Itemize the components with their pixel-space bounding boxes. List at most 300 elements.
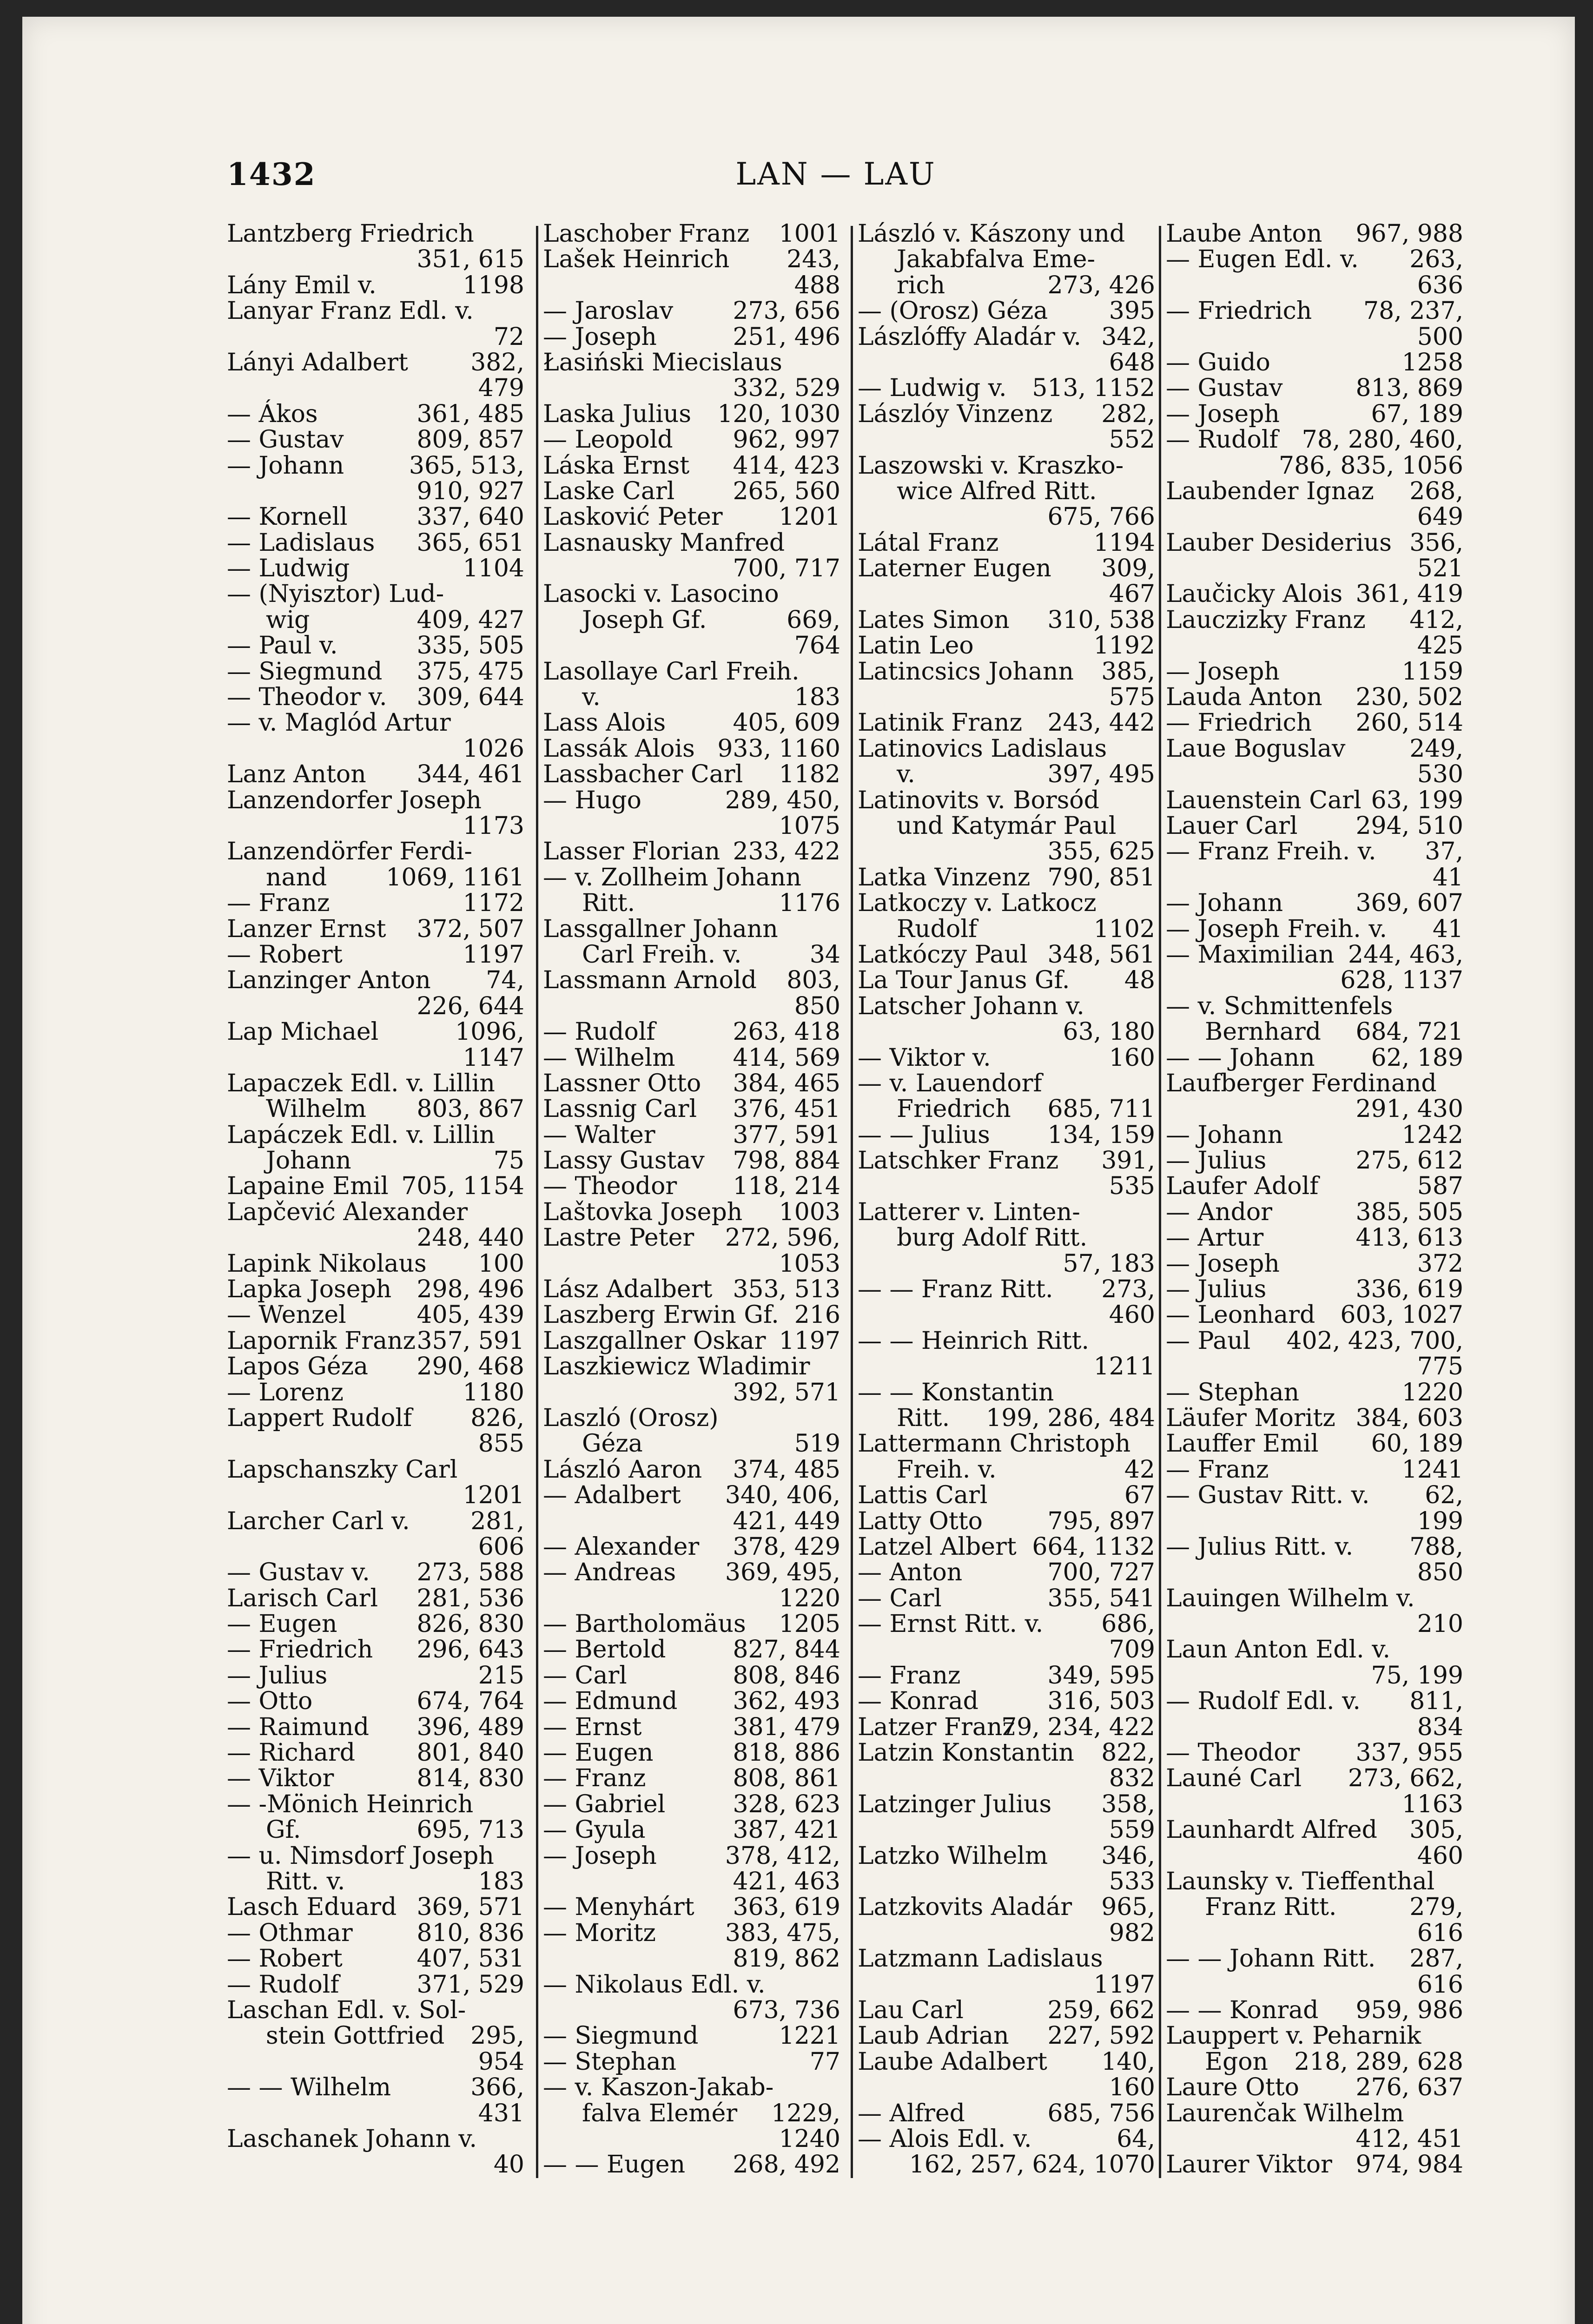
entry-name: — Wenzel	[227, 1301, 346, 1329]
index-entry	[543, 1740, 840, 1766]
index-entry	[858, 710, 1155, 736]
index-entry	[858, 1045, 1155, 1071]
index-entry	[227, 659, 524, 685]
entry-name: — Eugen	[227, 1610, 337, 1638]
entry-pages: 383, 475,	[725, 1919, 840, 1947]
entry-name: Lattermann Christoph	[858, 1430, 1131, 1458]
entry-pages: 395	[1109, 297, 1155, 325]
index-entry	[858, 1740, 1155, 1766]
index-entry	[858, 324, 1155, 350]
entry-name: — Eugen Edl. v.	[1166, 245, 1359, 274]
index-entry	[1166, 1148, 1463, 1174]
entry-name: Laufberger Ferdinand	[1166, 1069, 1437, 1097]
index-entry	[227, 865, 524, 891]
index-entry	[1166, 1637, 1463, 1663]
entry-pages: 959, 986	[1355, 1996, 1463, 2024]
index-entry	[1166, 1843, 1463, 1869]
entry-name: Latzkovits Aladár	[858, 1893, 1072, 1921]
entry-name: burg Adolf Ritt.	[897, 1224, 1088, 1252]
entry-pages: 265, 560	[733, 477, 840, 505]
index-entry	[227, 968, 524, 993]
index-entry	[858, 2152, 1155, 2178]
entry-name: Lauingen Wilhelm v.	[1166, 1584, 1415, 1612]
entry-name: — Gustav v.	[227, 1558, 370, 1587]
entry-name: — Joseph	[1166, 400, 1280, 428]
index-entry	[858, 968, 1155, 993]
index-entry	[858, 1921, 1155, 1946]
index-entry	[1166, 1740, 1463, 1766]
index-entry	[1166, 1921, 1463, 1946]
entry-pages: 268, 492	[733, 2151, 840, 2179]
index-entry	[543, 504, 840, 530]
entry-pages: 1026	[463, 734, 524, 763]
index-entry	[543, 1715, 840, 1740]
entry-name: — Eugen	[543, 1739, 654, 1767]
index-entry	[858, 479, 1155, 504]
index-entry	[858, 1843, 1155, 1869]
index-entry	[543, 659, 840, 685]
index-entry	[1166, 1019, 1463, 1045]
entry-name: — Robert	[227, 940, 343, 969]
entry-name: Lassner Otto	[543, 1069, 701, 1097]
entry-name: Lau Carl	[858, 1996, 964, 2024]
index-entry	[1166, 813, 1463, 839]
entry-pages: 685, 756	[1047, 2099, 1155, 2127]
entry-pages: 291, 430	[1355, 1095, 1463, 1123]
index-entry	[858, 1715, 1155, 1740]
entry-pages: 819, 862	[733, 1945, 840, 1973]
index-entry	[543, 1071, 840, 1096]
entry-pages: 372	[1417, 1249, 1463, 1278]
entry-pages: 357, 591	[416, 1327, 524, 1355]
index-entry	[543, 1354, 840, 1380]
index-entry	[227, 1766, 524, 1791]
entry-pages: 421, 463	[733, 1868, 840, 1895]
index-entry	[858, 1380, 1155, 1406]
entry-pages: 409, 427	[416, 606, 524, 634]
entry-name: — Rudolf	[1166, 426, 1278, 454]
index-entry	[1166, 1406, 1463, 1431]
entry-name: — v. Zollheim Johann	[543, 863, 801, 891]
entry-name: Egon	[1205, 2047, 1269, 2076]
index-entry	[858, 607, 1155, 633]
index-entry	[543, 350, 840, 376]
entry-name: Lassnig Carl	[543, 1095, 697, 1123]
index-entry	[543, 1921, 840, 1946]
entry-pages: 425	[1417, 632, 1463, 660]
index-entry	[858, 402, 1155, 427]
entry-pages: 910, 927	[416, 477, 524, 505]
index-entry	[543, 1766, 840, 1791]
index-entry	[858, 273, 1155, 298]
index-entry	[858, 736, 1155, 762]
index-entry	[543, 221, 840, 247]
index-entry	[1166, 659, 1463, 685]
index-entry	[227, 1483, 524, 1508]
index-entry	[1166, 1946, 1463, 1972]
index-entry	[858, 1869, 1155, 1895]
entry-pages: 310, 538	[1047, 606, 1155, 634]
entry-pages: 387, 421	[733, 1816, 840, 1844]
index-entry	[543, 1689, 840, 1714]
index-entry	[543, 942, 840, 968]
entry-name: — Moritz	[543, 1919, 656, 1947]
index-entry	[227, 2101, 524, 2126]
index-entry	[1166, 2152, 1463, 2178]
entry-name: Laub Adrian	[858, 2022, 1009, 2050]
entry-name: Lauda Anton	[1166, 683, 1322, 712]
entry-name: Lanzinger Anton	[227, 966, 431, 995]
index-entry	[227, 1586, 524, 1611]
entry-name: Laschan Edl. v. Sol-	[227, 1996, 466, 2024]
index-entry	[543, 2126, 840, 2152]
entry-pages: 1147	[463, 1043, 524, 1072]
index-entry	[227, 273, 524, 298]
entry-name: Bernhard	[1205, 1018, 1321, 1046]
entry-pages: 965,	[1101, 1893, 1155, 1921]
index-entry	[1166, 1457, 1463, 1483]
entry-name: — Nikolaus Edl. v.	[543, 1970, 766, 1999]
index-entry	[858, 1251, 1155, 1277]
entry-pages: 603, 1027	[1340, 1301, 1463, 1329]
index-entry	[543, 1148, 840, 1174]
entry-pages: 606	[478, 1532, 524, 1561]
index-entry	[1166, 1766, 1463, 1791]
entry-name: Launé Carl	[1166, 1764, 1302, 1793]
entry-name: — — Konrad	[1166, 1996, 1319, 2024]
index-entry	[1166, 891, 1463, 916]
index-entry	[1166, 1071, 1463, 1096]
index-entry	[1166, 453, 1463, 479]
index-entry	[227, 1715, 524, 1740]
index-entry	[227, 2126, 524, 2152]
index-entry	[858, 994, 1155, 1019]
index-entry	[543, 762, 840, 787]
entry-pages: 933, 1160	[717, 734, 840, 763]
entry-name: — Joseph Freih. v.	[1166, 915, 1388, 943]
index-entry	[543, 994, 840, 1019]
entry-name: — Ludwig v.	[858, 374, 1007, 403]
entry-name: Lasch Eduard	[227, 1893, 397, 1921]
column-2	[543, 221, 840, 2178]
entry-name: — v. Kaszon-Jakab-	[543, 2073, 774, 2102]
index-entry	[543, 530, 840, 556]
entry-pages: 818, 886	[733, 1739, 840, 1767]
entry-pages: 37,	[1425, 838, 1463, 866]
entry-name: Wilhelm	[266, 1095, 366, 1123]
index-entry	[858, 891, 1155, 916]
entry-name: — Johann	[1166, 1121, 1283, 1149]
entry-name: — Friedrich	[227, 1636, 373, 1664]
entry-name: Laubender Ignaz	[1166, 477, 1374, 505]
entry-name: — Lorenz	[227, 1378, 344, 1406]
entry-name: — Alois Edl. v.	[858, 2125, 1032, 2153]
index-entry	[227, 685, 524, 710]
index-entry	[1166, 2126, 1463, 2152]
entry-name: Latinovics Ladislaus	[858, 734, 1107, 763]
entry-pages: 384, 465	[733, 1069, 840, 1097]
entry-pages: 371, 529	[416, 1970, 524, 1999]
index-entry	[1166, 1560, 1463, 1585]
entry-pages: 216	[794, 1301, 840, 1329]
entry-pages: 575	[1109, 683, 1155, 712]
entry-pages: 183	[478, 1868, 524, 1895]
entry-name: — Wilhelm	[543, 1043, 675, 1072]
entry-name: Lászlóy Vinzenz	[858, 400, 1053, 428]
entry-pages: 675, 766	[1047, 503, 1155, 531]
entry-name: Läufer Moritz	[1166, 1404, 1335, 1432]
entry-name: Lantzberg Friedrich	[227, 220, 474, 248]
entry-pages: 356,	[1409, 528, 1463, 557]
entry-pages: 316, 503	[1047, 1687, 1155, 1716]
index-entry	[227, 1200, 524, 1225]
index-entry	[543, 427, 840, 453]
index-entry	[543, 917, 840, 942]
index-entry	[858, 1019, 1155, 1045]
entry-pages: 74,	[486, 966, 524, 995]
entry-name: — Ernst	[543, 1713, 642, 1741]
index-entry	[543, 2049, 840, 2075]
entry-pages: 519	[794, 1430, 840, 1458]
entry-name: — Menyhárt	[543, 1893, 694, 1921]
index-entry	[543, 1817, 840, 1843]
index-entry	[227, 1946, 524, 1972]
entry-name: Láska Ernst	[543, 451, 690, 480]
entry-name: — Adalbert	[543, 1481, 681, 1510]
index-entry	[227, 1225, 524, 1251]
entry-pages: 1053	[779, 1249, 840, 1278]
entry-name: — Ludwig	[227, 555, 350, 583]
entry-name: Lászlóffy Aladár v.	[858, 323, 1081, 351]
entry-pages: 431	[478, 2099, 524, 2127]
index-entry	[858, 1406, 1155, 1431]
entry-pages: 850	[794, 992, 840, 1020]
entry-pages: 832	[1109, 1764, 1155, 1793]
entry-name: falva Elemér	[582, 2099, 738, 2127]
index-entry	[543, 1096, 840, 1122]
entry-name: Latin Leo	[858, 632, 974, 660]
index-entry	[1166, 479, 1463, 504]
entry-pages: 414, 569	[733, 1043, 840, 1072]
entry-name: Lassbacher Carl	[543, 760, 743, 789]
index-entry	[1166, 2049, 1463, 2075]
entry-pages: 405, 609	[733, 709, 840, 737]
entry-pages: 67, 189	[1371, 400, 1463, 428]
entry-pages: 230, 502	[1355, 683, 1463, 712]
entry-name: Joseph Gf.	[582, 606, 707, 634]
entry-name: Łasiński Miecislaus	[543, 348, 782, 376]
entry-name: Lanzendörfer Ferdi-	[227, 838, 472, 866]
index-entry	[227, 1251, 524, 1277]
index-entry	[1166, 968, 1463, 993]
entry-name: Lapos Géza	[227, 1353, 369, 1381]
entry-pages: 57, 183	[1063, 1249, 1155, 1278]
entry-pages: 648	[1109, 348, 1155, 376]
entry-pages: 361, 485	[416, 400, 524, 428]
entry-name: Lauenstein Carl	[1166, 786, 1362, 814]
entry-pages: 243,	[787, 245, 840, 274]
entry-pages: 705, 1154	[401, 1172, 524, 1201]
index-entry	[227, 453, 524, 479]
entry-pages: 337, 955	[1355, 1739, 1463, 1767]
entry-name: Látal Franz	[858, 528, 999, 557]
index-entry	[227, 1174, 524, 1199]
entry-pages: 375, 475	[416, 657, 524, 686]
entry-pages: 342,	[1101, 323, 1155, 351]
index-entry	[543, 1946, 840, 1972]
index-entry	[858, 1663, 1155, 1689]
entry-pages: 808, 846	[733, 1661, 840, 1690]
entry-name: Lasocki v. Lasocino	[543, 580, 779, 608]
index-entry	[858, 942, 1155, 968]
entry-pages: 263,	[1409, 245, 1463, 274]
index-entry	[1166, 788, 1463, 813]
index-entry	[227, 1663, 524, 1689]
entry-pages: 48	[1124, 966, 1155, 995]
entry-name: — Julius	[227, 1661, 328, 1690]
entry-pages: 34	[809, 940, 840, 969]
entry-pages: 500	[1417, 323, 1463, 351]
entry-pages: 273, 426	[1047, 271, 1155, 299]
index-entry	[227, 1509, 524, 1534]
entry-name: v.	[897, 760, 915, 789]
entry-pages: 616	[1417, 1919, 1463, 1947]
index-entry	[543, 1457, 840, 1483]
entry-name: Latinik Franz	[858, 709, 1023, 737]
index-entry	[858, 1200, 1155, 1225]
index-entry	[227, 1045, 524, 1071]
entry-pages: 1172	[463, 889, 524, 918]
entry-name: Laurer Viktor	[1166, 2151, 1332, 2179]
entry-pages: 78, 280, 460,	[1302, 426, 1463, 454]
entry-pages: 160	[1109, 2073, 1155, 2102]
entry-pages: 513, 1152	[1032, 374, 1155, 403]
entry-name: — Artur	[1166, 1224, 1264, 1252]
entry-name: — Ernst Ritt. v.	[858, 1610, 1044, 1638]
entry-name: Latzko Wilhelm	[858, 1842, 1048, 1870]
entry-pages: 160	[1109, 1043, 1155, 1072]
entry-pages: 79, 234, 422	[1001, 1713, 1155, 1741]
entry-name: Laun Anton Edl. v.	[1166, 1636, 1390, 1664]
entry-name: — — Franz Ritt.	[858, 1275, 1053, 1304]
entry-pages: 281,	[470, 1507, 524, 1535]
entry-pages: 709	[1109, 1636, 1155, 1664]
entry-pages: 273, 662,	[1348, 1764, 1463, 1793]
entry-name: — Stephan	[543, 2047, 677, 2076]
entry-pages: 376, 451	[733, 1095, 840, 1123]
index-entry	[543, 1277, 840, 1302]
index-entry	[1166, 1302, 1463, 1328]
index-entry	[543, 453, 840, 479]
entry-pages: 372, 507	[416, 915, 524, 943]
column-rule	[1159, 226, 1161, 2178]
entry-pages: 384, 603	[1355, 1404, 1463, 1432]
entry-name: Jakabfalva Eme-	[897, 245, 1096, 274]
entry-name: Laszowski v. Kraszko-	[858, 451, 1124, 480]
index-entry	[543, 273, 840, 298]
index-entry	[543, 581, 840, 607]
index-entry	[227, 788, 524, 813]
entry-pages: 826,	[470, 1404, 524, 1432]
entry-name: Laszkiewicz Wladimir	[543, 1353, 810, 1381]
index-entry	[543, 1302, 840, 1328]
entry-name: — -Mönich Heinrich	[227, 1790, 474, 1818]
index-entry	[543, 839, 840, 865]
index-entry	[227, 298, 524, 324]
index-entry	[1166, 376, 1463, 401]
entry-name: Laszgallner Oskar	[543, 1327, 766, 1355]
entry-pages: 355, 625	[1047, 838, 1155, 866]
entry-pages: 460	[1109, 1301, 1155, 1329]
index-entry	[1166, 504, 1463, 530]
entry-pages: 407, 531	[416, 1945, 524, 1973]
entry-name: Laure Otto	[1166, 2073, 1299, 2102]
entry-name: — v. Schmittenfels	[1166, 992, 1393, 1020]
entry-pages: 628, 1137	[1340, 966, 1463, 995]
index-entry	[1166, 1174, 1463, 1199]
index-entry	[543, 402, 840, 427]
entry-pages: 855	[478, 1430, 524, 1458]
index-entry	[1166, 685, 1463, 710]
index-entry	[543, 1637, 840, 1663]
entry-name: Lappert Rudolf	[227, 1404, 412, 1432]
entry-name: Latzin Konstantin	[858, 1739, 1074, 1767]
entry-pages: 64,	[1117, 2125, 1155, 2153]
entry-name: Lauppert v. Peharnik	[1166, 2022, 1421, 2050]
entry-pages: 289, 450,	[725, 786, 840, 814]
index-entry	[1166, 1817, 1463, 1843]
index-entry	[227, 1869, 524, 1895]
index-entry	[227, 633, 524, 659]
index-entry	[543, 788, 840, 813]
index-entry	[1166, 1998, 1463, 2023]
index-entry	[227, 1019, 524, 1045]
index-entry	[858, 298, 1155, 324]
column-3	[858, 221, 1155, 2178]
index-entry	[227, 1534, 524, 1560]
index-entry	[858, 2101, 1155, 2126]
entry-pages: 1001	[779, 220, 840, 248]
entry-name: — Theodor v.	[227, 683, 387, 712]
index-entry	[1166, 273, 1463, 298]
index-entry	[543, 1972, 840, 1998]
entry-pages: 377, 591	[733, 1121, 840, 1149]
index-entry	[543, 710, 840, 736]
entry-pages: 337, 640	[416, 503, 524, 531]
index-entry	[858, 865, 1155, 891]
page-header	[227, 156, 1445, 198]
entry-name: Laufer Adolf	[1166, 1172, 1319, 1201]
index-entry	[227, 1921, 524, 1946]
entry-name: — Othmar	[227, 1919, 353, 1947]
entry-name: — (Nyisztor) Lud-	[227, 580, 444, 608]
index-entry	[543, 968, 840, 993]
entry-pages: 479	[478, 374, 524, 403]
entry-pages: 78, 237,	[1363, 297, 1463, 325]
index-entry	[227, 813, 524, 839]
entry-pages: 381, 479	[733, 1713, 840, 1741]
entry-pages: 366,	[470, 2073, 524, 2102]
entry-pages: 40	[493, 2151, 524, 2179]
index-entry	[1166, 1277, 1463, 1302]
entry-pages: 227, 592	[1047, 2022, 1155, 2050]
entry-pages: 467	[1109, 580, 1155, 608]
entry-pages: 378, 429	[733, 1532, 840, 1561]
index-entry	[227, 221, 524, 247]
index-entry	[1166, 402, 1463, 427]
entry-pages: 790, 851	[1047, 863, 1155, 891]
index-entry	[1166, 1328, 1463, 1354]
